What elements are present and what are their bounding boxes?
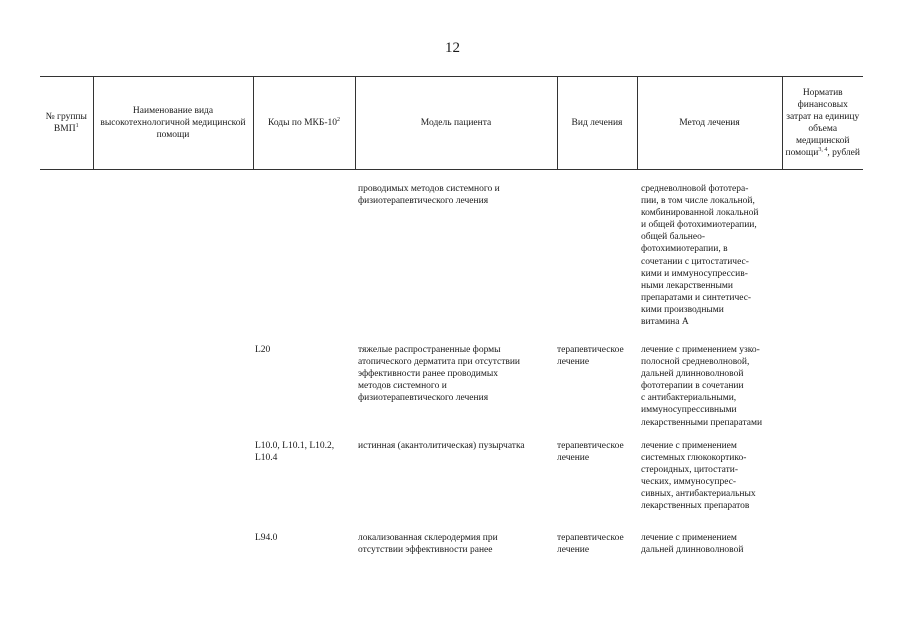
table-header <box>40 76 863 170</box>
row-4-icd-code: L94.0 <box>255 533 278 543</box>
header-cost-norm: Норматив финансовых затрат на единицу объема медицинской помощи$^{3, 4}$, рублей <box>782 77 863 170</box>
row-4-treatment-type: терапевтическое лечение <box>557 533 624 556</box>
row-3-treatment-type: терапевтическое лечение <box>557 441 624 464</box>
header-row <box>40 77 863 170</box>
header-patient-model: Модель пациента <box>355 77 557 170</box>
row-2-icd-code: L20 <box>255 345 271 355</box>
header-care-type-name: Наименование вида высокотехнологичной медицинской помощи <box>93 77 253 170</box>
row-2-treatment-type: терапевтическое лечение <box>557 345 624 368</box>
header-treatment-method: Метод лечения <box>637 77 782 170</box>
row-1-treatment-method: средневолновой фототера- пии, в том числе локальной, комбинированной локальной и общей фотохимиотерапии, общей бальнео- фотохимиотерапии, в сочетании с цитостатичес- кими и иммуносупрессив- ными лекарственными препаратами и синтетичес- кими производными витамина А <box>641 184 759 328</box>
row-2-treatment-method: лечение с применением узко- полосной средневолновой, дальней длинноволновой фототерапии в сочетании с антибактериальными, иммуносупрессивными лекарственными препаратами <box>641 345 763 428</box>
row-3-treatment-method: лечение с применением системных глюкокортико- стероидных, цитостати- ческих, иммуносупрес- сивных, антибактериальных лекарственных препаратов <box>641 441 756 512</box>
header-icd-codes: Коды по МКБ-$10^2$ <box>253 77 355 170</box>
row-3-icd-code: L10.0, L10.1, L10.2, L10.4 <box>255 441 335 464</box>
row-4-patient-model: локализованная склеродермия при отсутствии эффективности ранее <box>358 533 498 556</box>
page-number: 12 <box>445 40 460 56</box>
header-treatment-type: Вид лечения <box>557 77 637 170</box>
row-3-patient-model: истинная (акантолитическая) пузырчатка <box>358 441 525 451</box>
row-2-patient-model: тяжелые распространенные формы атопического дерматита при отсутствии эффективности ранее проводимых методов системного и физиотерапевтического лечения <box>358 345 521 404</box>
row-4-treatment-method: лечение с применением дальней длинноволновой <box>641 533 744 556</box>
header-group-number: № группы ВМП$^1$ <box>40 77 93 170</box>
row-1-patient-model: проводимых методов системного и физиотерапевтического лечения <box>358 184 500 207</box>
